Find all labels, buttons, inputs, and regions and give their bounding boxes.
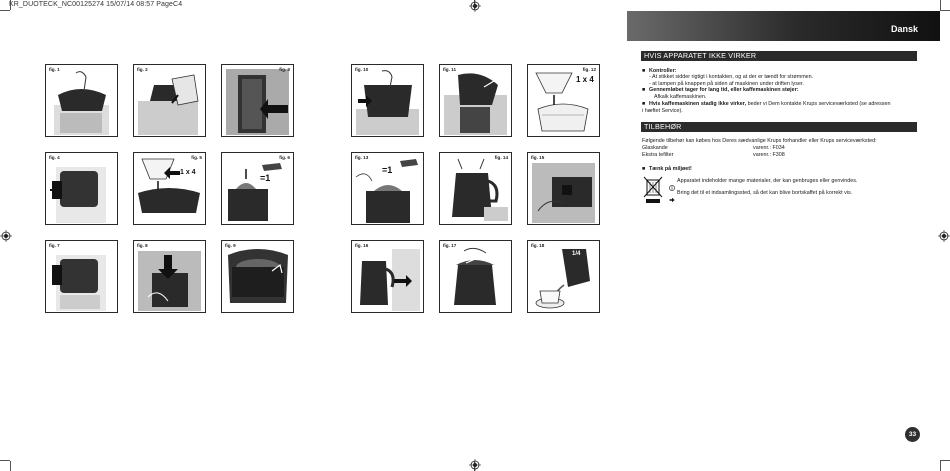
noise-title: Gennemløbet tager for lang tid, eller kaffemaskinen støjer:: [649, 87, 799, 93]
figure-label: fig. 15: [531, 155, 545, 160]
figure-label: fig. 10: [355, 67, 369, 72]
rotation-note: 1/4: [572, 251, 581, 257]
figure-label: fig. 17: [443, 243, 457, 248]
bullet-square: ■: [642, 87, 646, 93]
environment-line-2: Bring det til et indsamlingssted, så det kan blive bortskaffet på korrekt vis.: [677, 190, 853, 196]
environment-line-1: Apparatet indeholder mange materialer, der kan genbruges eller genvindes.: [677, 178, 858, 184]
figure-label: fig. 4: [49, 155, 60, 160]
section-title-troubleshooting: HVIS APPARATET IKKE VIRKER: [641, 51, 917, 61]
figure-label: fig. 11: [443, 67, 457, 72]
dose-note: 1 x 4: [180, 169, 196, 176]
figure-18: [527, 240, 600, 313]
arrow-right-icon: [669, 190, 675, 196]
figure-label: fig. 12: [582, 67, 596, 72]
figure-10: [351, 64, 424, 137]
language-title: Dansk: [890, 24, 918, 34]
figure-5: [133, 152, 206, 225]
figure-7: [45, 240, 118, 313]
figure-8: [133, 240, 206, 313]
controls-title: Kontroller:: [649, 68, 677, 74]
figure-11: [439, 64, 512, 137]
crop-mark: [0, 10, 10, 11]
figure-2: [133, 64, 206, 137]
registration-mark: [0, 230, 12, 242]
bullet-square: ■: [642, 101, 646, 107]
registration-mark: [469, 459, 481, 471]
still-not-working: Hvis kaffemaskinen stadig ikke virker, beder vi Dem kontakte Krups serviceværksted (se adressen: [649, 101, 891, 107]
figure-label: fig. 5: [191, 155, 202, 160]
section-title-accessories: TILBEHØR: [641, 122, 917, 132]
figure-label: fig. 1: [49, 67, 60, 72]
figure-14: [439, 152, 512, 225]
figure-12: [527, 64, 600, 137]
bullet-square: ■: [642, 68, 646, 74]
page-number: 33: [905, 427, 920, 442]
figure-label: fig. 9: [225, 243, 236, 248]
figure-label: fig. 18: [531, 243, 545, 248]
print-header: KR_DUOTECK_NC00125274 15/07/14 08:57 PageC4: [9, 1, 183, 8]
crop-mark: [940, 0, 941, 10]
environment-title: Tænk på miljøet!: [649, 166, 692, 172]
registration-mark: [469, 0, 481, 12]
figure-1: [45, 64, 118, 137]
figure-label: fig. 6: [279, 155, 290, 160]
crop-mark: [0, 460, 10, 461]
dose-note: =1: [382, 165, 393, 175]
controls-line-2: - at lampen på knappen på siden af maskinen under driften lyser.: [649, 81, 804, 87]
dose-note: =1: [260, 173, 271, 183]
registration-mark: [938, 230, 950, 242]
figure-label: fig. 16: [355, 243, 369, 248]
figure-3: [221, 64, 294, 137]
controls-line-1: - At stikket sidder rigtigt i kontakten, og at der er tændt for strømmen.: [649, 74, 814, 80]
crop-mark: [10, 461, 11, 471]
noise-text: Afkalk kaffemaskinen.: [654, 94, 707, 100]
figure-label: fig. 14: [494, 155, 508, 160]
figure-9: [221, 240, 294, 313]
figure-label: fig. 3: [279, 67, 290, 72]
still-not-working-2: i hæftet Service).: [642, 108, 683, 114]
bullet-square: ■: [642, 166, 646, 172]
figure-17: [439, 240, 512, 313]
figure-13: [351, 152, 424, 225]
figure-label: fig. 2: [137, 67, 148, 72]
accessory-ref: varenr.: F308: [753, 152, 785, 158]
accessory-name: Glaskande: [642, 145, 668, 151]
figure-label: fig. 13: [355, 155, 369, 160]
crop-mark: [940, 461, 941, 471]
figure-6: [221, 152, 294, 225]
accessory-ref: varenr.: F034: [753, 145, 785, 151]
figure-16: [351, 240, 424, 313]
bin-crossed-icon: [643, 176, 663, 204]
accessory-name: Ekstra tefilter: [642, 152, 674, 158]
crop-mark: [940, 10, 950, 11]
dose-note: 1 x 4: [576, 75, 594, 84]
figure-15: [527, 152, 600, 225]
info-circle-icon: [669, 178, 675, 184]
figure-label: fig. 7: [49, 243, 60, 248]
language-banner: [627, 11, 940, 41]
accessories-intro: Følgende tilbehør kan købes hos Deres sædvanlige Krups forhandler eller Krups serviceværksted:: [642, 138, 877, 144]
figure-label: fig. 8: [137, 243, 148, 248]
figure-4: [45, 152, 118, 225]
crop-mark: [940, 460, 950, 461]
